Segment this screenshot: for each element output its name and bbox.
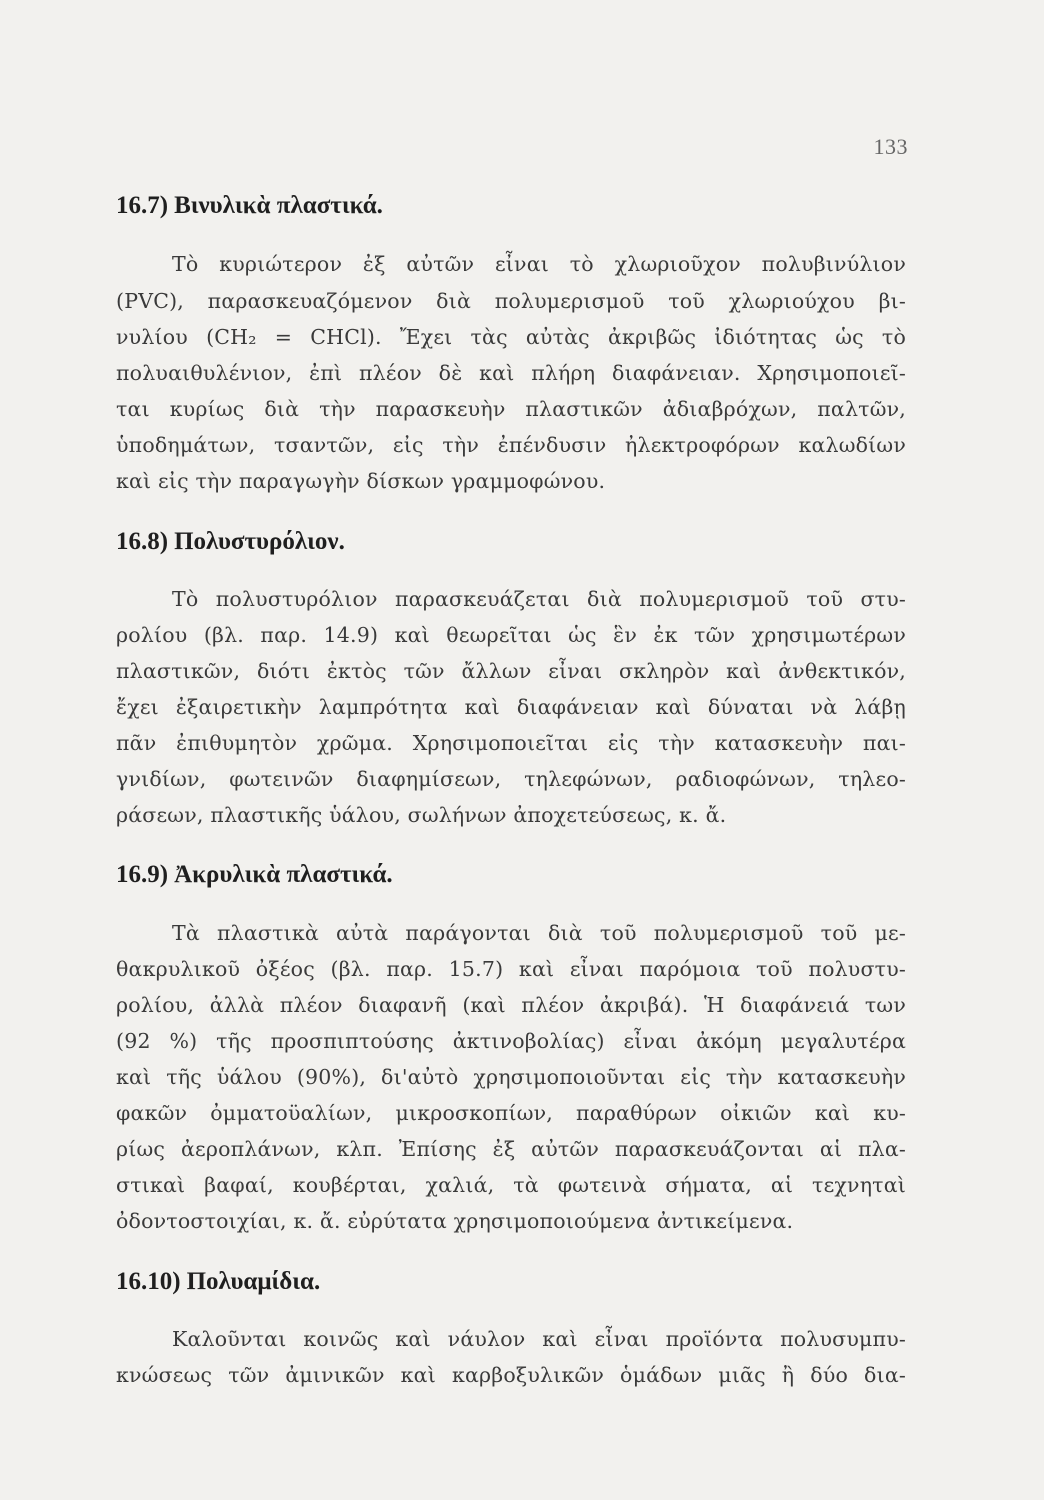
paragraph-line: ται κυρίως διὰ τὴν παρασκευὴν πλαστικῶν ἀδιαβρόχων, παλτῶν, — [116, 397, 906, 421]
paragraph-line: νυλίου (CH₂ = CHCl). Ἔχει τὰς αὐτὰς ἀκριβῶς ἰδιότητας ὡς τὸ — [116, 325, 906, 349]
paragraph-line: (PVC), παρασκευαζόμενον διὰ πολυμερισμοῦ τοῦ χλωριούχου βι- — [116, 289, 906, 313]
section-title: Βινυλικὰ πλαστικά. — [174, 192, 383, 219]
paragraph-line: γνιδίων, φωτεινῶν διαφημίσεων, τηλεφώνων, ραδιοφώνων, τηλεο- — [116, 767, 906, 791]
section-title: Πολυαμίδια. — [186, 1268, 321, 1295]
paragraph-line: πλαστικῶν, διότι ἐκτὸς τῶν ἄλλων εἶναι σκληρὸν καὶ ἀνθεκτικόν, — [116, 659, 906, 683]
section-number: 16.10) — [116, 1268, 181, 1295]
paragraph-line: πᾶν ἐπιθυμητὸν χρῶμα. Χρησιμοποιεῖται εἰς τὴν κατασκευὴν παι- — [116, 731, 906, 755]
section-heading-16-9 — [116, 861, 393, 889]
paragraph-line: κνώσεως τῶν ἀμινικῶν καὶ καρβοξυλικῶν ὁμάδων μιᾶς ἢ δύο δια- — [116, 1363, 906, 1387]
section-number: 16.8) — [116, 528, 169, 555]
paragraph-line: φακῶν ὀμματοϋαλίων, μικροσκοπίων, παραθύρων οἰκιῶν καὶ κυ- — [116, 1101, 906, 1125]
paragraph-line: καὶ εἰς τὴν παραγωγὴν δίσκων γραμμοφώνου. — [116, 469, 606, 493]
paragraph-line: Καλοῦνται κοινῶς καὶ νάυλον καὶ εἶναι προϊόντα πολυσυμπυ- — [172, 1327, 906, 1351]
section-title: Ἀκρυλικὰ πλαστικά. — [174, 861, 393, 888]
section-heading-16-10 — [116, 1268, 320, 1296]
paragraph-line: (92 %) τῆς προσπιπτούσης ἀκτινοβολίας) εἶναι ἀκόμη μεγαλυτέρα — [116, 1029, 906, 1053]
section-heading-16-8 — [116, 528, 345, 556]
section-heading-16-7 — [116, 192, 383, 220]
paragraph-line: Τὸ κυριώτερον ἐξ αὐτῶν εἶναι τὸ χλωριοῦχον πολυβινύλιον — [172, 252, 906, 276]
paragraph-line: ρολίου, ἀλλὰ πλέον διαφανῆ (καὶ πλέον ἀκριβά). Ἡ διαφάνειά των — [116, 993, 906, 1017]
paragraph-line: στικαὶ βαφαί, κουβέρται, χαλιά, τὰ φωτεινὰ σήματα, αἱ τεχνηταὶ — [116, 1173, 906, 1197]
page-number: 133 — [873, 134, 908, 159]
paragraph-line: ρίως ἀεροπλάνων, κλπ. Ἐπίσης ἐξ αὐτῶν παρασκευάζονται αἱ πλα- — [116, 1137, 906, 1161]
paragraph-line: ὑποδημάτων, τσαντῶν, εἰς τὴν ἐπένδυσιν ἠλεκτροφόρων καλωδίων — [116, 433, 906, 457]
paragraph-line: ἔχει ἐξαιρετικὴν λαμπρότητα καὶ διαφάνειαν καὶ δύναται νὰ λάβῃ — [116, 695, 906, 719]
section-number: 16.9) — [116, 861, 169, 888]
paragraph-line: ρολίου (βλ. παρ. 14.9) καὶ θεωρεῖται ὡς ἓν ἐκ τῶν χρησιμωτέρων — [116, 623, 906, 647]
section-number: 16.7) — [116, 192, 169, 219]
paragraph-line: θακρυλικοῦ ὀξέος (βλ. παρ. 15.7) καὶ εἶναι παρόμοια τοῦ πολυστυ- — [116, 957, 906, 981]
paragraph-line: Τὸ πολυστυρόλιον παρασκευάζεται διὰ πολυμερισμοῦ τοῦ στυ- — [172, 587, 906, 611]
paragraph-line: ράσεων, πλαστικῆς ὑάλου, σωλήνων ἀποχετεύσεως, κ. ἄ. — [116, 803, 727, 827]
paragraph-line: καὶ τῆς ὑάλου (90%), δι'αὐτὸ χρησιμοποιοῦνται εἰς τὴν κατασκευὴν — [116, 1065, 906, 1089]
section-title: Πολυστυρόλιον. — [174, 528, 345, 555]
paragraph-line: ὀδοντοστοιχίαι, κ. ἄ. εὐρύτατα χρησιμοποιούμενα ἀντικείμενα. — [116, 1209, 794, 1233]
paragraph-line: Τὰ πλαστικὰ αὐτὰ παράγονται διὰ τοῦ πολυμερισμοῦ τοῦ με- — [172, 921, 906, 945]
paragraph-line: πολυαιθυλένιον, ἐπὶ πλέον δὲ καὶ πλήρη διαφάνειαν. Χρησιμοποιεῖ- — [116, 361, 906, 385]
